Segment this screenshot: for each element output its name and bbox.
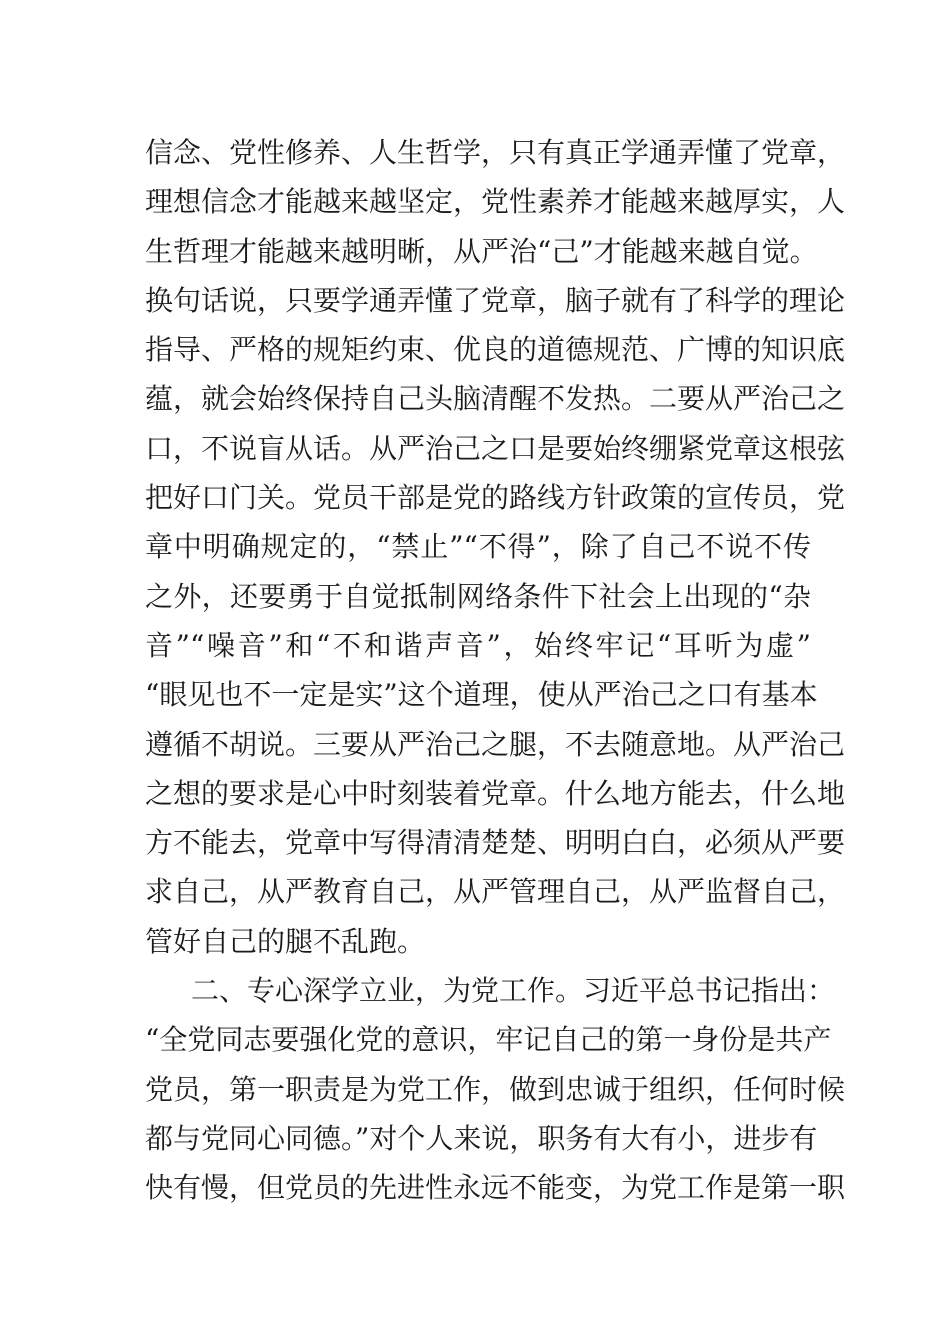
section-heading-line: 二、专心深学立业，为党工作。习近平总书记指出： (191, 974, 836, 1008)
paragraph-end-line: 管好自己的腿不乱跑。 (145, 924, 426, 958)
text-line: 求自己，从严教育自己，从严管理自己，从严监督自己， (145, 875, 846, 909)
text-line: 蕴，就会始终保持自己头脑清醒不发热。二要从严治己之 (145, 382, 846, 416)
text-line: 方不能去，党章中写得清清楚楚、明明白白，必须从严要 (145, 826, 846, 860)
text-line: 音”“噪音”和“不和谐声音”，始终牢记“耳听为虚” (145, 628, 811, 662)
text-line: 理想信念才能越来越坚定，党性素养才能越来越厚实，人 (145, 185, 846, 219)
text-line: 生哲理才能越来越明晰，从严治“己”才能越来越自觉。 (145, 234, 818, 268)
text-line: 都与党同心同德。”对个人来说，职务有大有小，进步有 (145, 1121, 818, 1155)
text-line: 快有慢，但党员的先进性永远不能变，为党工作是第一职 (145, 1171, 846, 1205)
text-line: 之想的要求是心中时刻装着党章。什么地方能去，什么地 (145, 776, 846, 810)
text-line: 信念、党性修养、人生哲学，只有真正学通弄懂了党章， (145, 136, 846, 169)
text-line: 指导、严格的规矩约束、优良的道德规范、广博的知识底 (145, 333, 846, 367)
text-line: 口，不说盲从话。从严治己之口是要始终绷紧党章这根弦 (145, 431, 846, 465)
text-line: 章中明确规定的，“禁止”“不得”，除了自己不说不传 (145, 530, 811, 564)
body-text (145, 128, 846, 1213)
text-line: “眼见也不一定是实”这个道理，使从严治己之口有基本 (145, 678, 818, 712)
text-line: 把好口门关。党员干部是党的路线方针政策的宣传员，党 (145, 481, 846, 515)
text-line: “全党同志要强化党的意识，牢记自己的第一身份是共产 (145, 1023, 832, 1057)
text-line: 遵循不胡说。三要从严治己之腿，不去随意地。从严治己 (145, 727, 846, 761)
text-line: 之外，还要勇于自觉抵制网络条件下社会上出现的“杂 (145, 579, 811, 613)
text-line: 换句话说，只要学通弄懂了党章，脑子就有了科学的理论 (145, 283, 846, 317)
text-line: 党员，第一职责是为党工作，做到忠诚于组织，任何时候 (145, 1072, 846, 1106)
